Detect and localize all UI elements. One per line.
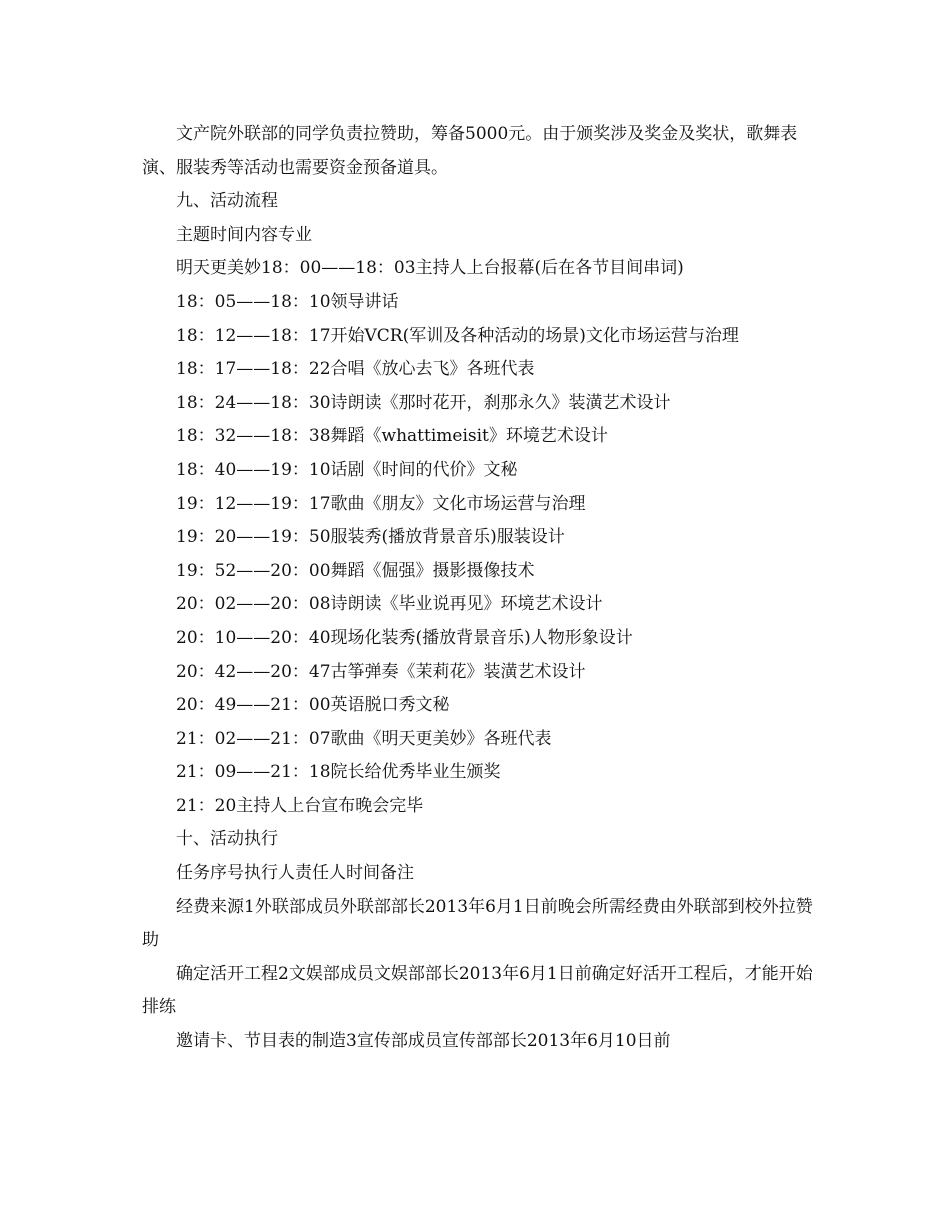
flow-item: 20：49——21：00英语脱口秀文秘 xyxy=(176,695,450,716)
flow-item: 21：02——21：07歌曲《明天更美妙》各班代表 xyxy=(176,728,552,749)
flow-item: 明天更美妙18：00——18：03主持人上台报幕(后在各节目间串词) xyxy=(176,258,684,279)
flow-item: 20：42——20：47古筝弹奏《茉莉花》装潢艺术设计 xyxy=(176,661,586,682)
flow-item: 19：20——19：50服装秀(播放背景音乐)服装设计 xyxy=(176,527,565,548)
flow-item: 19：52——20：00舞蹈《倔强》摄影摄像技术 xyxy=(176,560,535,581)
flow-item: 20：10——20：40现场化装秀(播放背景音乐)人物形象设计 xyxy=(176,627,633,648)
flow-item: 18：05——18：10领导讲话 xyxy=(176,291,399,312)
heading-activity-flow: 九、活动流程 xyxy=(176,191,278,212)
flow-item: 18：17——18：22合唱《放心去飞》各班代表 xyxy=(176,359,535,380)
flow-item: 19：12——19：17歌曲《朋友》文化市场运营与治理 xyxy=(176,493,586,514)
execution-table-header: 任务序号执行人责任人时间备注 xyxy=(176,863,414,884)
flow-item: 18：32——18：38舞蹈《whattimeisit》环境艺术设计 xyxy=(176,426,608,447)
flow-item: 21：20主持人上台宣布晚会完毕 xyxy=(176,795,424,816)
flow-item: 18：40——19：10话剧《时间的代价》文秘 xyxy=(176,459,518,480)
heading-activity-execution: 十、活动执行 xyxy=(176,829,278,850)
flow-item: 18：24——18：30诗朗读《那时花开，刹那永久》装潢艺术设计 xyxy=(176,392,671,413)
paragraph-funding: 文产院外联部的同学负责拉赞助，筹备5000元。由于颁奖涉及奖金及奖状，歌舞表演、服装秀等活动也需要资金预备道具。 xyxy=(142,124,798,178)
flow-table-header: 主题时间内容专业 xyxy=(176,224,312,245)
execution-item: 确定活开工程2文娱部成员文娱部部长2013年6月1日前确定好活开工程后，才能开始排练 xyxy=(142,963,813,1018)
execution-item: 经费来源1外联部成员外联部部长2013年6月1日前晚会所需经费由外联部到校外拉赞助 xyxy=(142,896,813,951)
document-body xyxy=(142,118,822,1059)
flow-item: 20：02——20：08诗朗读《毕业说再见》环境艺术设计 xyxy=(176,594,603,615)
flow-item: 21：09——21：18院长给优秀毕业生颁奖 xyxy=(176,762,501,783)
execution-item: 邀请卡、节目表的制造3宣传部成员宣传部部长2013年6月10日前 xyxy=(176,1031,671,1052)
flow-item: 18：12——18：17开始VCR(军训及各种活动的场景)文化市场运营与治理 xyxy=(176,325,739,346)
